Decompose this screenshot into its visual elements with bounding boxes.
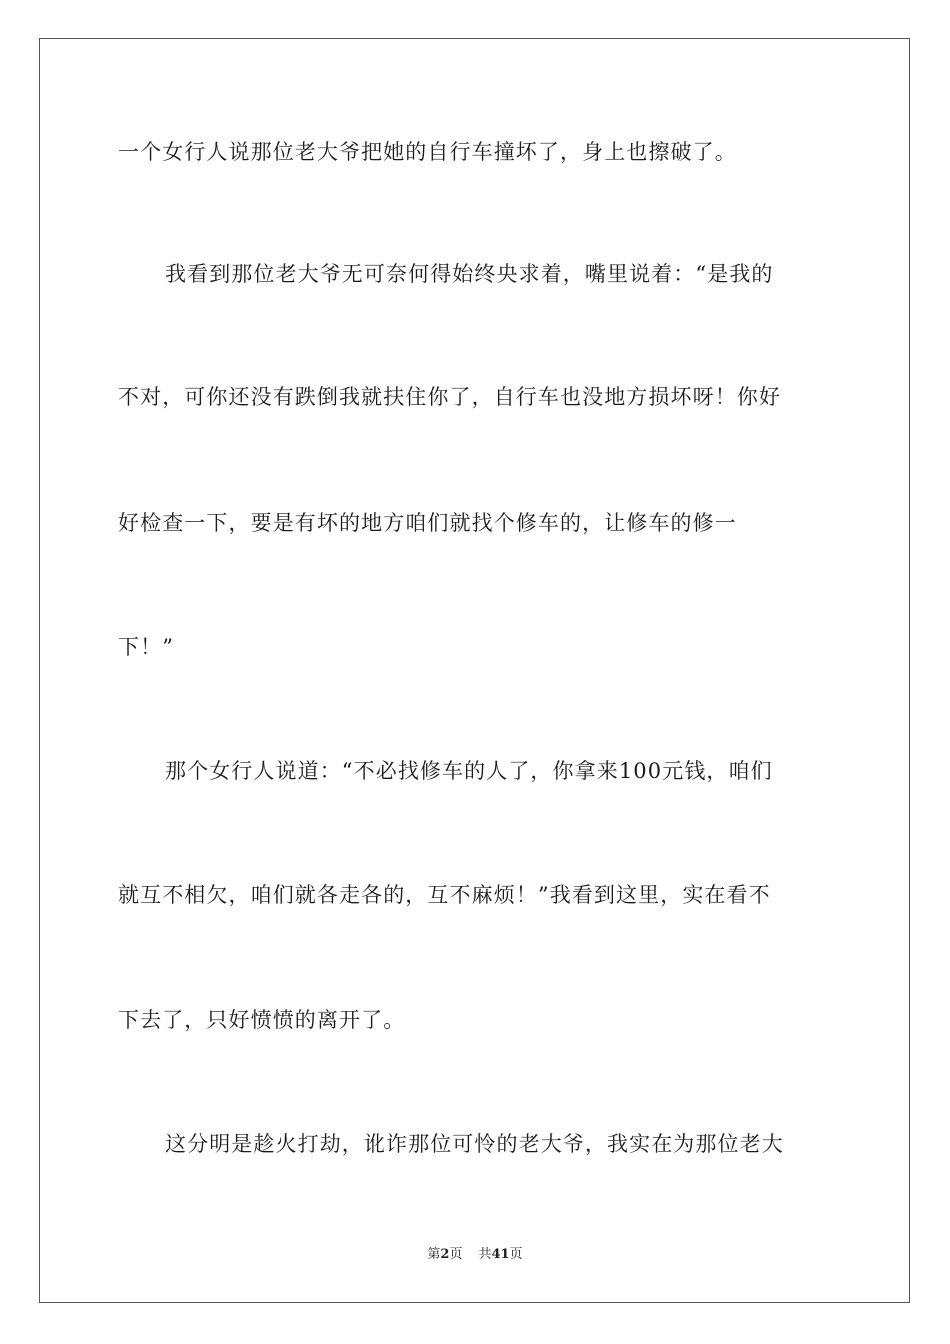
total-suffix: 页 <box>509 1247 523 1262</box>
page-prefix: 第 <box>427 1247 441 1262</box>
page-frame <box>39 38 910 1303</box>
page-number: 2 <box>440 1247 450 1262</box>
text-line: 下！” <box>118 635 175 659</box>
text-line: 那个女行人说道：“不必找修车的人了，你拿来100元钱，咱们 <box>165 759 773 783</box>
text-line: 一个女行人说那位老大爷把她的自行车撞坏了，身上也擦破了。 <box>118 140 737 164</box>
text-line: 我看到那位老大爷无可奈何得始终央求着，嘴里说着：“是我的 <box>165 262 774 286</box>
text-line: 就互不相欠，咱们就各走各的，互不麻烦！”我看到这里，实在看不 <box>118 883 771 907</box>
page-suffix: 页 <box>449 1247 463 1262</box>
total-prefix: 共 <box>478 1247 492 1262</box>
page-footer <box>0 1246 950 1264</box>
text-line: 不对，可你还没有跌倒我就扶住你了，自行车也没地方损坏呀！你好 <box>118 385 781 409</box>
text-line: 这分明是趁火打劫，讹诈那位可怜的老大爷，我实在为那位老大 <box>165 1132 784 1156</box>
total-pages: 41 <box>491 1247 510 1262</box>
text-line: 下去了，只好愤愤的离开了。 <box>118 1008 406 1032</box>
text-line: 好检查一下，要是有坏的地方咱们就找个修车的，让修车的修一 <box>118 511 737 535</box>
